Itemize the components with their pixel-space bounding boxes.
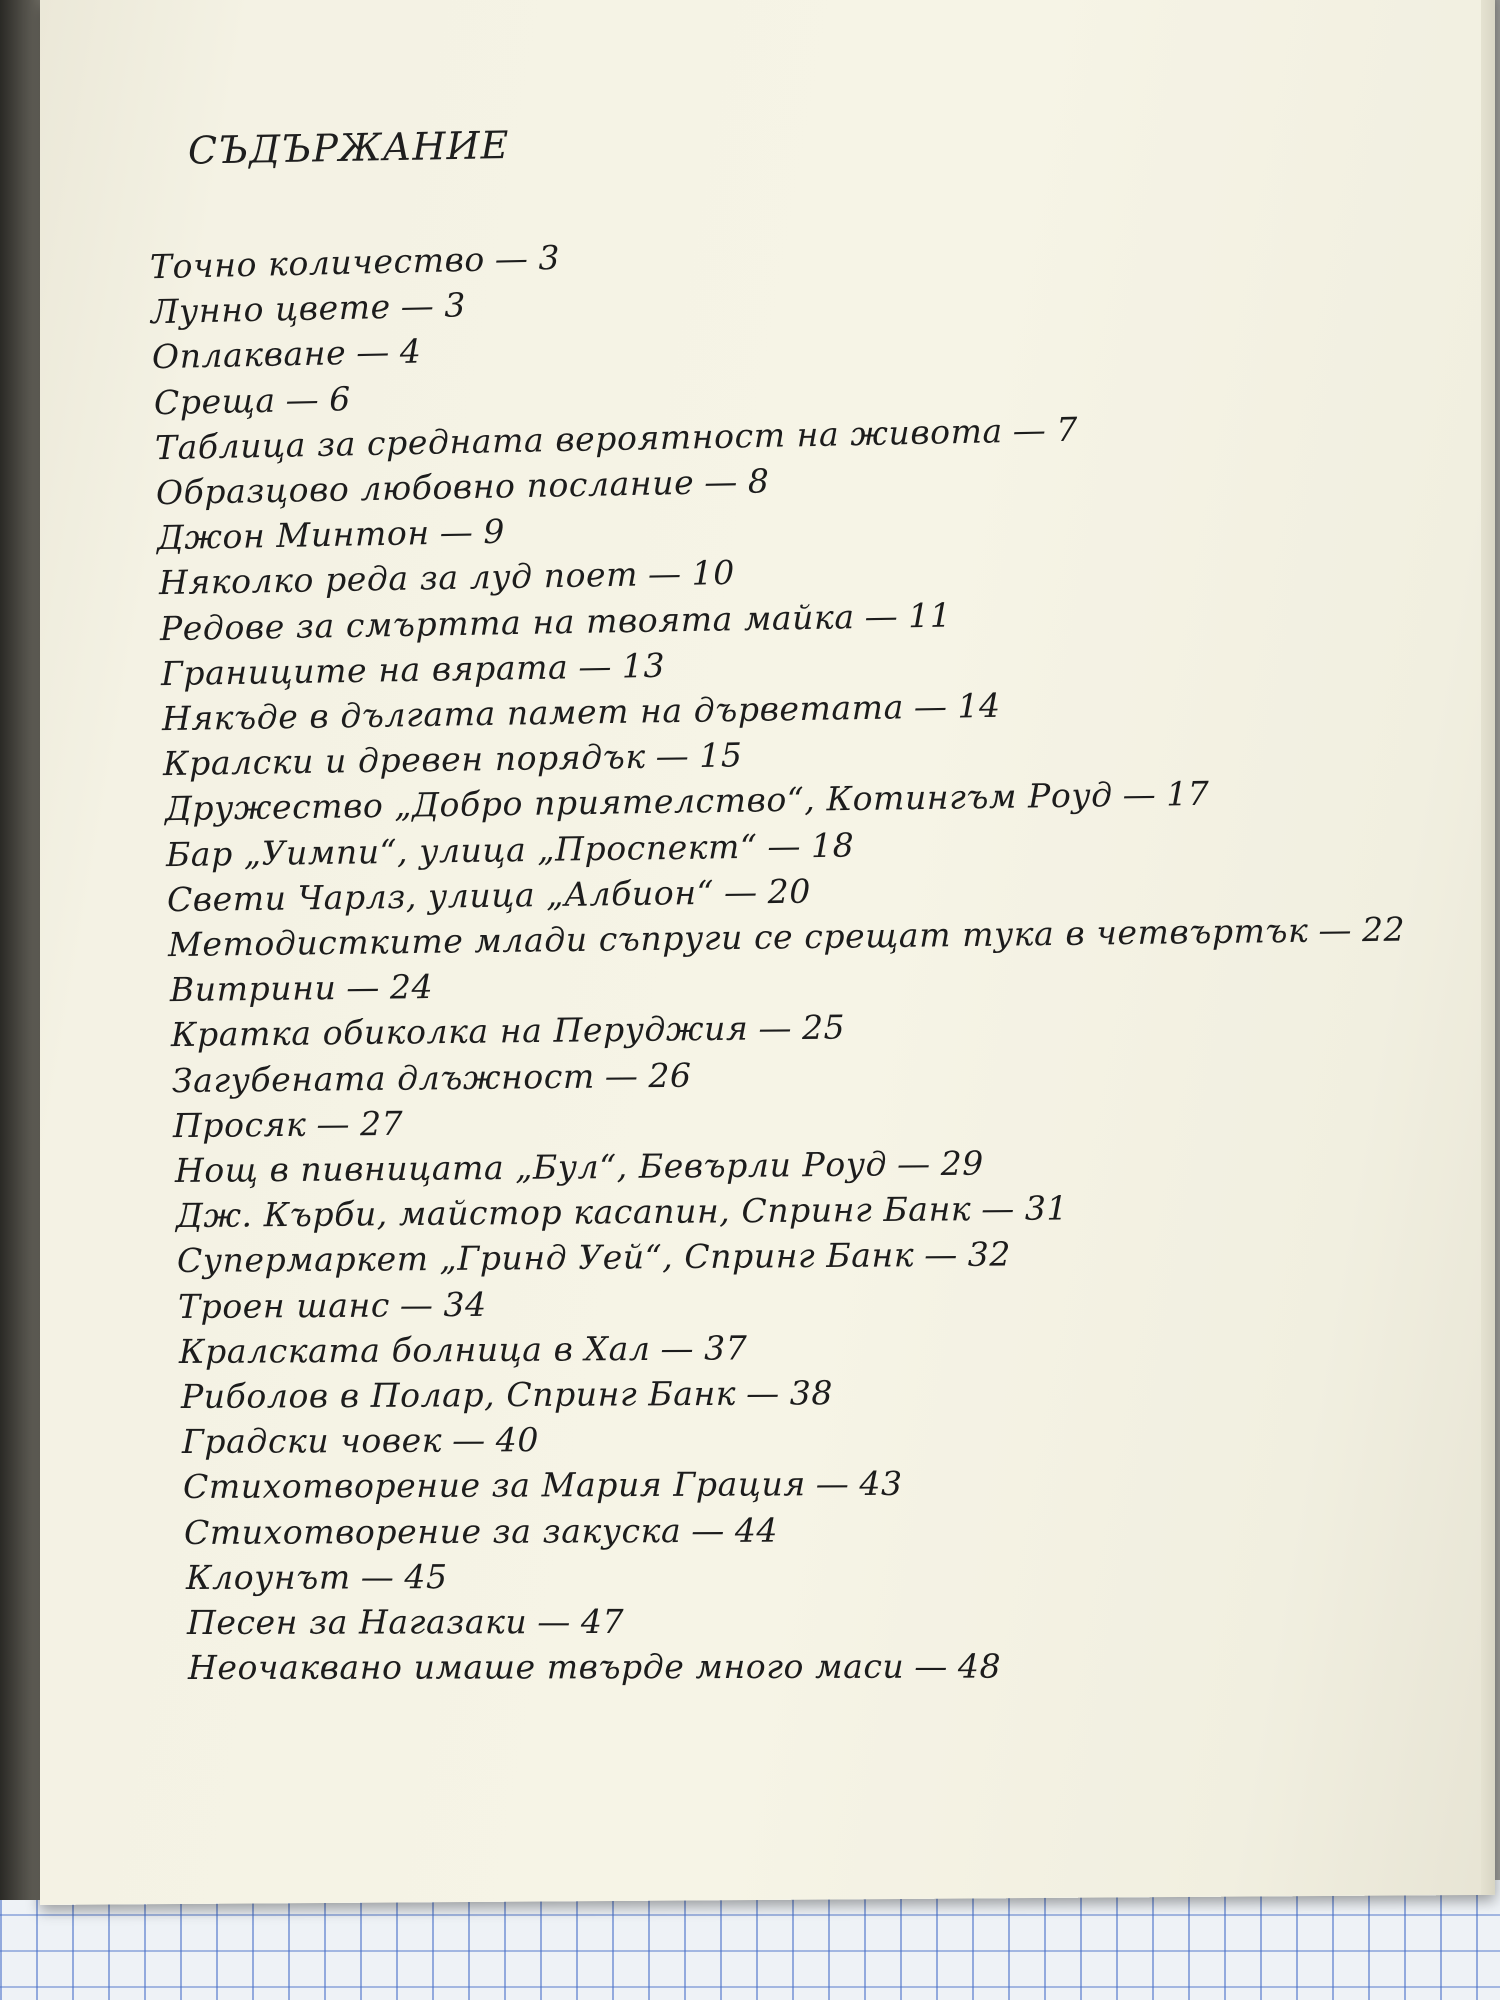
toc-entry-page: 37 (704, 1328, 748, 1368)
toc-entry-title: Неочаквано имаше твърде много маси (187, 1646, 905, 1688)
toc-entry-title: Клоунът (185, 1557, 351, 1597)
toc-entry-title: Методистките млади съпруги се срещат тука в четвъртък (168, 910, 1309, 965)
toc-entry: Загубената длъжност — 26 (171, 1055, 692, 1100)
toc-entry: Дж. Кърби, майстор касапин, Спринг Банк — 31 (175, 1188, 1068, 1236)
toc-entry: Песен за Нагазаки — 47 (186, 1601, 625, 1642)
toc-entry: Джон Минтон — 9 (157, 511, 506, 558)
toc-entry: Границите на вярата — 13 (160, 645, 666, 693)
toc-entry-title: Джон Минтон (157, 513, 431, 558)
toc-entry-page: 22 (1362, 909, 1406, 950)
toc-entry-title: Просяк (173, 1104, 307, 1145)
toc-entry-title: Границите на вярата (160, 647, 569, 693)
toc-entry: Нощ в пивницата „Бул“, Бевърли Роуд — 29 (174, 1143, 984, 1191)
toc-entry-page: 45 (403, 1556, 448, 1597)
toc-entry: Среща — 6 (153, 378, 351, 422)
toc-entry-page: 48 (957, 1646, 1002, 1686)
toc-entry-page: 26 (648, 1055, 692, 1095)
toc-entry-title: Троен шанс (178, 1285, 391, 1326)
toc-entry: Градски човек — 40 (181, 1420, 539, 1462)
toc-entry-title: Витрини (169, 968, 337, 1010)
toc-entry: Редове за смъртта на твоята майка — 11 (159, 595, 952, 648)
toc-entry-page: 14 (957, 685, 1002, 726)
toc-entry-title: Точно количество (149, 239, 486, 287)
toc-entry-title: Кралската болница в Хал (179, 1328, 651, 1371)
toc-entry: Точно количество — 3 (149, 237, 561, 287)
toc-entry-page: 4 (399, 331, 423, 372)
toc-entry-title: Бар „Уимпи“, улица „Проспект“ (165, 826, 758, 874)
toc-entry: Лунно цвете — 3 (150, 285, 467, 332)
toc-entry: Образцово любовно послание — 8 (155, 461, 770, 513)
toc-entry: Риболов в Полар, Спринг Банк — 38 (180, 1373, 833, 1417)
toc-entry-page: 13 (621, 645, 666, 686)
toc-entry: Свети Чарлз, улица „Албион“ — 20 (167, 871, 812, 919)
toc-entry-title: Среща (153, 380, 276, 422)
toc-entry-page: 40 (495, 1420, 539, 1460)
toc-entry-page: 3 (444, 285, 467, 325)
toc-entry-title: Градски човек (181, 1420, 443, 1462)
toc-entry-page: 15 (699, 735, 744, 776)
toc-entry: Троен шанс — 34 (178, 1284, 487, 1326)
toc-entry-page: 43 (859, 1464, 903, 1504)
toc-entry-title: Таблица за средната вероятност на живота (154, 410, 1003, 467)
toc-entry: Кратка обиколка на Перуджия — 25 (170, 1007, 846, 1055)
toc-entry-title: Песен за Нагазаки (186, 1602, 528, 1642)
toc-entry-title: Няколко реда за луд поет (158, 554, 638, 603)
toc-entry-page: 29 (940, 1143, 984, 1183)
toc-entry: Оплакване — 4 (152, 331, 423, 377)
toc-entry: Клоунът — 45 (185, 1556, 448, 1597)
toc-entry: Супермаркет „Гринд Уей“, Спринг Банк — 32 (176, 1234, 1011, 1281)
toc-entry-title: Дружество „Добро приятелство“, Котингъм Роуд (164, 775, 1113, 829)
toc-entry-page: 17 (1165, 774, 1210, 814)
toc-entry: Неочаквано имаше твърде много маси — 48 (187, 1646, 1002, 1688)
toc-entry-title: Супермаркет „Гринд Уей“, Спринг Банк (176, 1235, 915, 1281)
toc-entry-title: Някъде в дългата памет на дърветата (162, 687, 905, 739)
toc-entry: Бар „Уимпи“, улица „Проспект“ — 18 (165, 825, 855, 874)
toc-entry-page: 31 (1024, 1188, 1068, 1228)
toc-entry-page: 47 (580, 1601, 625, 1642)
toc-entry: Кралската болница в Хал — 37 (179, 1328, 748, 1371)
toc-entry: Просяк — 27 (173, 1103, 404, 1145)
toc-entry-page: 10 (691, 553, 735, 593)
toc-title: СЪДЪРЖАНИЕ (187, 123, 510, 173)
toc-entry-page: 25 (801, 1007, 846, 1048)
toc-entry-title: Образцово любовно послание (155, 462, 695, 513)
toc-entry-page: 6 (328, 378, 351, 419)
toc-entry-page: 7 (1055, 409, 1079, 449)
toc-entry: Стихотворение за закуска — 44 (184, 1510, 779, 1552)
toc-entry: Методистките млади съпруги се срещат тука в четвъртък — 22 (168, 909, 1406, 965)
toc-entry-title: Загубената длъжност (171, 1056, 595, 1100)
show-through-text (1220, 870, 1500, 1772)
toc-entry-title: Кралски и древен порядък (163, 736, 647, 784)
toc-entry: Таблица за средната вероятност на живота — 7 (154, 409, 1079, 467)
toc-entry: Витрини — 24 (169, 967, 433, 1010)
toc-entry-page: 3 (538, 237, 561, 278)
toc-entry-page: 20 (767, 871, 812, 911)
toc-entry: Някъде в дългата памет на дърветата — 14 (162, 685, 1002, 739)
book-page (40, 0, 1495, 1905)
toc-entry-page: 38 (789, 1373, 833, 1413)
toc-entry-page: 8 (747, 461, 770, 501)
toc-entry-title: Стихотворение за закуска (184, 1510, 682, 1552)
toc-entry-title: Дж. Кърби, майстор касапин, Спринг Банк (175, 1189, 971, 1236)
toc-entry-page: 44 (735, 1510, 779, 1550)
toc-entry-page: 34 (443, 1284, 487, 1324)
toc-entry-title: Риболов в Полар, Спринг Банк (180, 1373, 736, 1417)
toc-entry-page: 32 (967, 1234, 1011, 1275)
toc-entry-title: Оплакване (152, 333, 347, 377)
toc-entry-page: 27 (360, 1103, 404, 1144)
toc-entry: Няколко реда за луд поет — 10 (158, 553, 735, 603)
toc-entry-title: Редове за смъртта на твоята майка (159, 596, 855, 648)
toc-entry-title: Лунно цвете (150, 287, 392, 332)
toc-entry-page: 11 (907, 595, 952, 635)
toc-entry-title: Нощ в пивницата „Бул“, Бевърли Роуд (174, 1144, 887, 1191)
toc-entry-page: 9 (483, 511, 506, 552)
toc-entry-title: Стихотворение за Мария Грация (183, 1464, 806, 1507)
toc-entry-title: Кратка обиколка на Перуджия (170, 1009, 749, 1055)
toc-entry-page: 24 (389, 967, 433, 1007)
toc-entry: Кралски и древен порядък — 15 (163, 735, 744, 784)
toc-entry: Дружество „Добро приятелство“, Котингъм Роуд — 17 (164, 774, 1210, 829)
toc-entry-title: Свети Чарлз, улица „Албион“ (167, 872, 715, 919)
toc-entry: Стихотворение за Мария Грация — 43 (183, 1464, 903, 1507)
toc-entry-page: 18 (810, 825, 855, 865)
